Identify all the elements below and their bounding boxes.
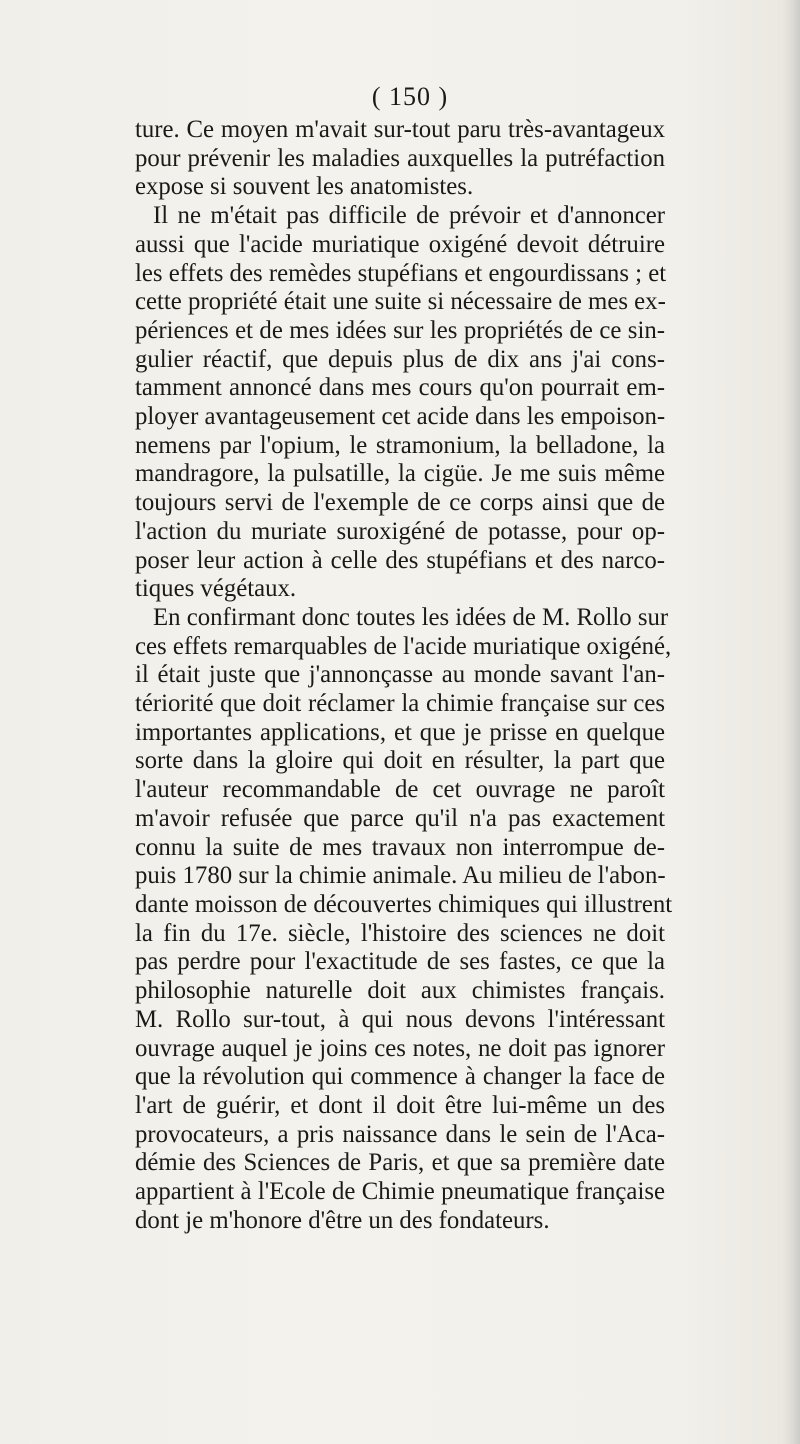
text-line: cette propriété était une suite si nécessaire de mes ex-: [135, 288, 666, 316]
text-line: ces effets remarquables de l'acide muriatique oxigéné,: [135, 632, 672, 660]
text-line: Il ne m'était pas difficile de prévoir et d'annoncer: [153, 202, 665, 230]
text-line: aussi que l'acide muriatique oxigéné devoit détruire: [135, 230, 665, 258]
page-edge-shadow: [782, 0, 800, 1444]
text-line: dante moisson de découvertes chimiques qui illustrent: [135, 890, 673, 918]
text-line: poser leur action à celle des stupéfians et des narco-: [135, 546, 665, 574]
text-line: m'avoir refusée que parce qu'il n'a pas exactement: [135, 804, 665, 832]
text-line: l'action du muriate suroxigéné de potasse, pour op-: [135, 517, 665, 545]
text-line: tériorité que doit réclamer la chimie française sur ces: [135, 690, 665, 718]
text-line: tamment annoncé dans mes cours qu'on pourrait em-: [135, 374, 665, 402]
paragraph-3: [135, 603, 673, 1235]
text-line: mandragore, la pulsatille, la cigüe. Je me suis même: [135, 460, 665, 488]
text-line: puis 1780 sur la chimie animale. Au milieu de l'abon-: [135, 862, 666, 890]
text-line: philosophie naturelle doit aux chimistes français.: [135, 977, 665, 1005]
text-line: En confirmant donc toutes les idées de M. Rollo sur: [153, 603, 669, 631]
page-number: ( 150 ): [371, 82, 449, 111]
text-line: périences et de mes idées sur les propriétés de ce sin-: [135, 316, 665, 344]
text-line: pour prévenir les maladies auxquelles la putréfaction: [135, 144, 665, 172]
text-line: tiques végétaux.: [135, 575, 297, 603]
text-line: l'auteur recommandable de cet ouvrage ne paroît: [135, 776, 665, 804]
text-line: l'art de guérir, et dont il doit être lui-même un des: [135, 1091, 665, 1119]
text-line: que la révolution qui commence à changer la face de: [135, 1063, 665, 1091]
paragraph-2: [135, 202, 665, 604]
text-line: nemens par l'opium, le stramonium, la belladone, la: [135, 431, 665, 459]
text-line: il était juste que j'annonçasse au monde savant l'an-: [135, 661, 665, 689]
paragraph-1: [135, 116, 665, 202]
body-text: [135, 116, 673, 1235]
text-line: expose si souvent les anatomistes.: [135, 173, 474, 201]
text-line: la fin du 17e. siècle, l'histoire des sciences ne doit: [135, 919, 665, 947]
text-line: importantes applications, et que je prisse en quelque: [135, 718, 665, 746]
text-line: démie des Sciences de Paris, et que sa première date: [135, 1149, 665, 1177]
text-line: connu la suite de mes travaux non interrompue de-: [135, 833, 665, 861]
text-line: sorte dans la gloire qui doit en résulter, la part que: [135, 747, 665, 775]
text-line: provocateurs, a pris naissance dans le sein de l'Aca-: [135, 1120, 665, 1148]
text-line: ouvrage auquel je joins ces notes, ne doit pas ignorer: [135, 1034, 665, 1062]
text-line: M. Rollo sur-tout, à qui nous devons l'intéressant: [135, 1005, 665, 1033]
text-line: dont je m'honore d'être un des fondateurs.: [135, 1206, 550, 1234]
text-line: toujours servi de l'exemple de ce corps ainsi que de: [135, 489, 665, 517]
text-line: ployer avantageusement cet acide dans les empoison-: [135, 403, 666, 431]
text-line: appartient à l'Ecole de Chimie pneumatique française: [135, 1178, 665, 1206]
text-line: pas perdre pour l'exactitude de ses fastes, ce que la: [135, 948, 665, 976]
text-line: les effets des remèdes stupéfians et engourdissans ; et: [135, 259, 667, 287]
text-line: gulier réactif, que depuis plus de dix ans j'ai cons-: [135, 345, 665, 373]
text-line: ture. Ce moyen m'avait sur-tout paru très-avantageux: [135, 116, 665, 143]
